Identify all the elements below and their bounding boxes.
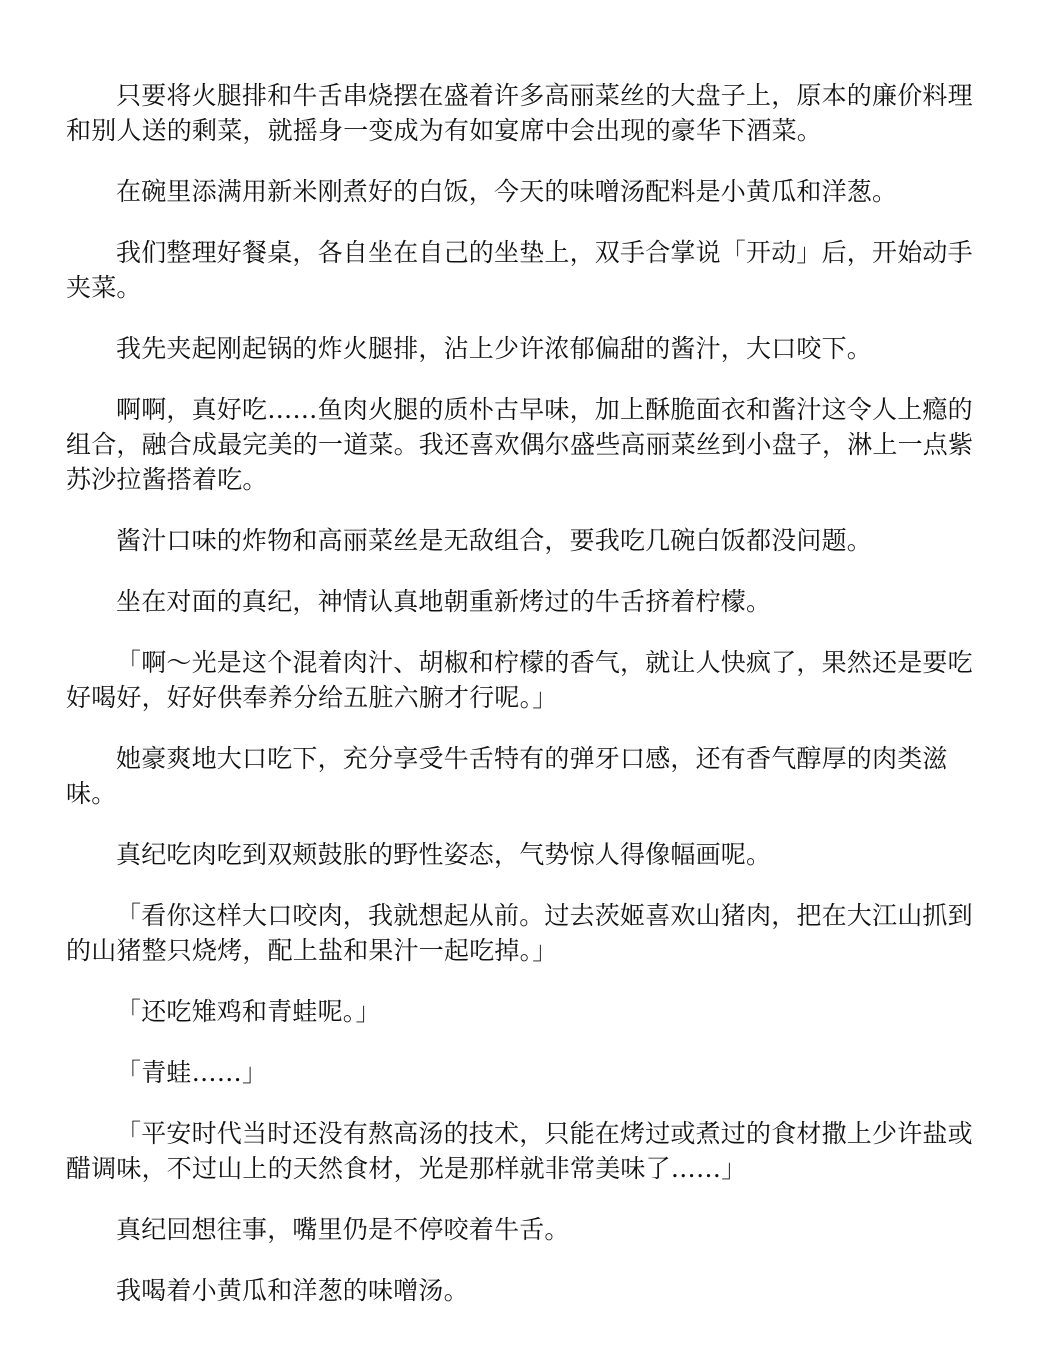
paragraph: 只要将火腿排和牛舌串烧摆在盛着许多高丽菜丝的大盘子上，原本的廉价料理和别人送的剩菜，就摇身一变成为有如宴席中会出现的豪华下酒菜。 [66,81,973,145]
paragraph: 我们整理好餐桌，各自坐在自己的坐垫上，双手合掌说「开动」后，开始动手夹菜。 [66,238,973,302]
body-text [66,78,974,1308]
paragraph: 啊啊，真好吃……鱼肉火腿的质朴古早味，加上酥脆面衣和酱汁这令人上瘾的组合，融合成最完美的一道菜。我还喜欢偶尔盛些高丽菜丝到小盘子，淋上一点紫苏沙拉酱搭着吃。 [66,395,974,494]
paragraph: 真纪吃肉吃到双颊鼓胀的野性姿态，气势惊人得像幅画呢。 [116,840,772,869]
paragraph: 在碗里添满用新米刚煮好的白饭，今天的味噌汤配料是小黄瓜和洋葱。 [116,177,898,206]
paragraph: 「啊～光是这个混着肉汁、胡椒和柠檬的香气，就让人快疯了，果然还是要吃好喝好，好好供奉养分给五脏六腑才行呢。」 [66,648,973,712]
paragraph: 「还吃雉鸡和青蛙呢。」 [116,997,381,1026]
paragraph: 「平安时代当时还没有熬高汤的技术，只能在烤过或煮过的食材撒上少许盐或醋调味，不过山上的天然食材，光是那样就非常美味了……」 [66,1119,973,1183]
paragraph: 坐在对面的真纪，神情认真地朝重新烤过的牛舌挤着柠檬。 [116,587,772,616]
paragraph: 我喝着小黄瓜和洋葱的味噌汤。 [116,1276,469,1305]
paragraph: 真纪回想往事，嘴里仍是不停咬着牛舌。 [116,1215,570,1244]
paragraph: 「青蛙……」 [116,1058,268,1087]
paragraph: 酱汁口味的炸物和高丽菜丝是无敌组合，要我吃几碗白饭都没问题。 [116,526,873,555]
paragraph: 我先夹起刚起锅的炸火腿排，沾上少许浓郁偏甜的酱汁，大口咬下。 [116,334,873,363]
paragraph: 她豪爽地大口吃下，充分享受牛舌特有的弹牙口感，还有香气醇厚的肉类滋味。 [66,744,948,808]
paragraph: 「看你这样大口咬肉，我就想起从前。过去茨姬喜欢山猪肉，把在大江山抓到的山猪整只烧烤，配上盐和果汁一起吃掉。」 [66,901,973,965]
